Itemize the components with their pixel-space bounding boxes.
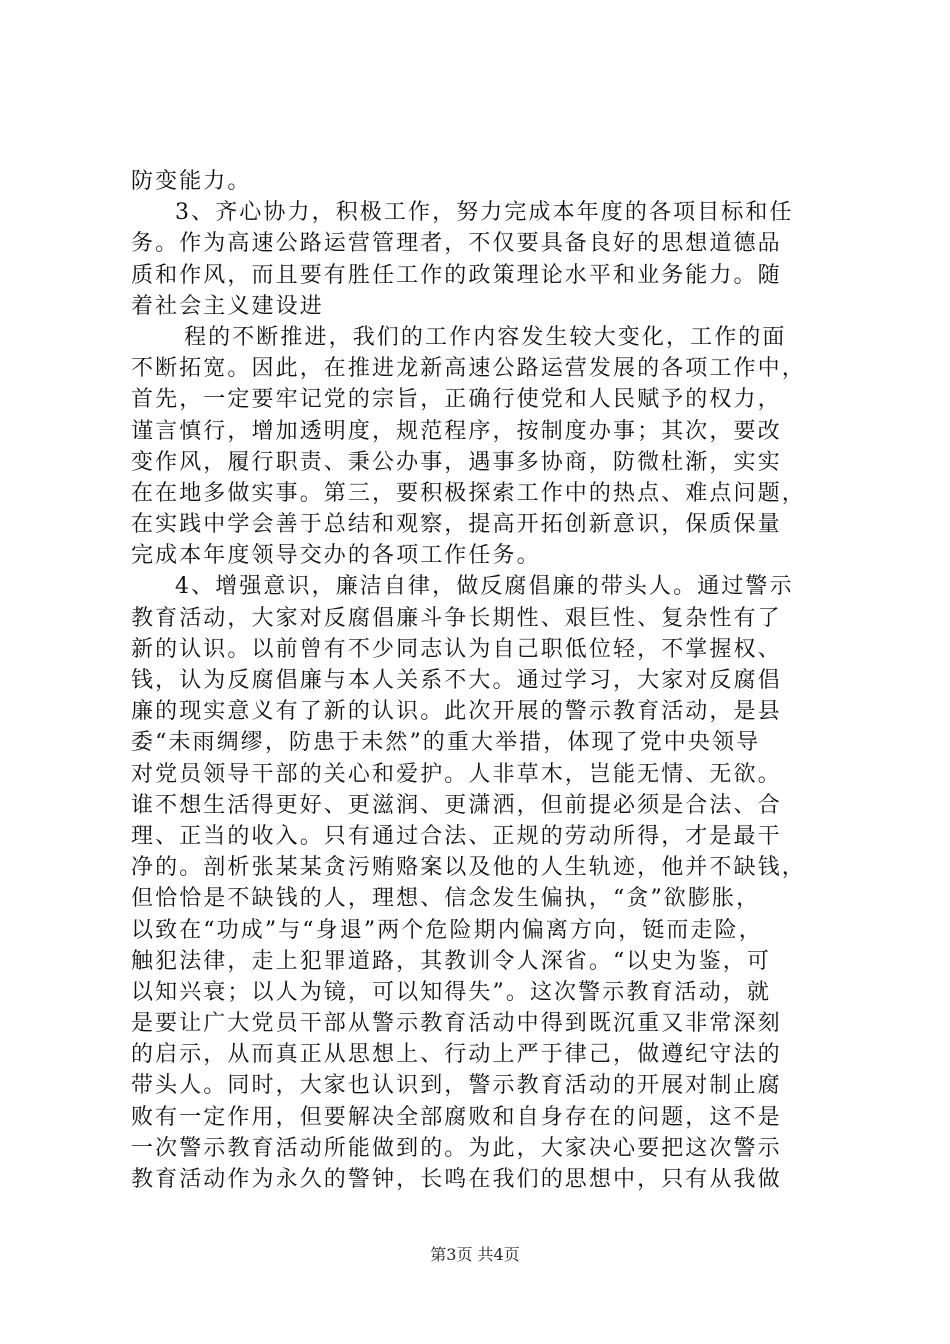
text-line: 的启示，从而真正从思想上、行动上严于律己，做遵纪守法的 — [131, 1042, 782, 1068]
text-line: 3、齐心协力，积极工作，努力完成本年度的各项目标和任 — [175, 200, 794, 226]
text-line: 对党员领导干部的关心和爱护。人非草木，岂能无情、无欲。 — [131, 761, 782, 787]
text-line: 防变能力。 — [131, 169, 252, 194]
text-line: 一次警示教育活动所能做到的。为此，大家决心要把这次警示 — [131, 1135, 782, 1161]
text-line: 首先，一定要牢记党的宗旨，正确行使党和人民赋予的权力， — [131, 387, 782, 413]
text-line: 新的认识。以前曾有不少同志认为自己职低位轻，不掌握权、 — [131, 636, 782, 662]
text-line: 程的不断推进，我们的工作内容发生较大变化，工作的面 — [184, 324, 787, 350]
text-line: 务。作为高速公路运营管理者，不仅要具备良好的思想道德品 — [131, 231, 782, 257]
text-line: 着社会主义建设进 — [131, 293, 324, 319]
text-line: 带头人。同时，大家也认识到，警示教育活动的开展对制止腐 — [131, 1073, 782, 1099]
text-line: 败有一定作用，但要解决全部腐败和自身存在的问题，这不是 — [131, 1104, 782, 1130]
text-line: 变作风，履行职责、秉公办事，遇事多协商，防微杜渐，实实 — [131, 449, 782, 475]
text-line: 净的。剖析张某某贪污贿赂案以及他的人生轨迹，他并不缺钱， — [131, 855, 806, 881]
page-number-footer: 第3页 共4页 — [430, 1245, 520, 1264]
text-line: 以知兴衰；以人为镜，可以知得失”。这次警示教育活动，就 — [131, 979, 771, 1005]
text-line: 谁不想生活得更好、更滋润、更潇洒，但前提必须是合法、合 — [131, 792, 782, 818]
text-line: 以致在“功成”与“身退”两个危险期内偏离方向，铤而走险， — [131, 917, 763, 943]
text-line: 教育活动作为永久的警钟，长鸣在我们的思想中，只有从我做 — [131, 1167, 782, 1192]
text-line: 委“未雨绸缪，防患于未然”的重大举措，体现了党中央领导 — [131, 730, 761, 756]
text-line: 是要让广大党员干部从警示教育活动中得到既沉重又非常深刻 — [131, 1011, 782, 1037]
text-line: 完成本年度领导交办的各项工作任务。 — [131, 543, 541, 569]
text-line: 钱，认为反腐倡廉与本人关系不大。通过学习，大家对反腐倡 — [131, 668, 782, 693]
text-line: 不断拓宽。因此，在推进龙新高速公路运营发展的各项工作中， — [131, 356, 806, 382]
document-body — [131, 166, 843, 1195]
text-line: 触犯法律，走上犯罪道路，其教训令人深省。“以史为鉴，可 — [131, 948, 771, 974]
text-line: 理、正当的收入。只有通过合法、正规的劳动所得，才是最干 — [131, 823, 782, 849]
text-line: 在在地多做实事。第三，要积极探索工作中的热点、难点问题， — [131, 480, 806, 506]
text-line: 质和作风，而且要有胜任工作的政策理论水平和业务能力。随 — [131, 262, 782, 288]
text-line: 在实践中学会善于总结和观察，提高开拓创新意识，保质保量 — [131, 512, 782, 538]
text-line: 但恰恰是不缺钱的人，理想、信念发生偏执，“贪”欲膨胀， — [131, 886, 761, 912]
text-line: 谨言慎行，增加透明度，规范程序，按制度办事；其次，要改 — [131, 418, 782, 444]
text-line: 4、增强意识，廉洁自律，做反腐倡廉的带头人。通过警示 — [175, 574, 794, 600]
text-line: 教育活动，大家对反腐倡廉斗争长期性、艰巨性、复杂性有了 — [131, 605, 782, 631]
text-line: 廉的现实意义有了新的认识。此次开展的警示教育活动，是县 — [131, 699, 782, 725]
